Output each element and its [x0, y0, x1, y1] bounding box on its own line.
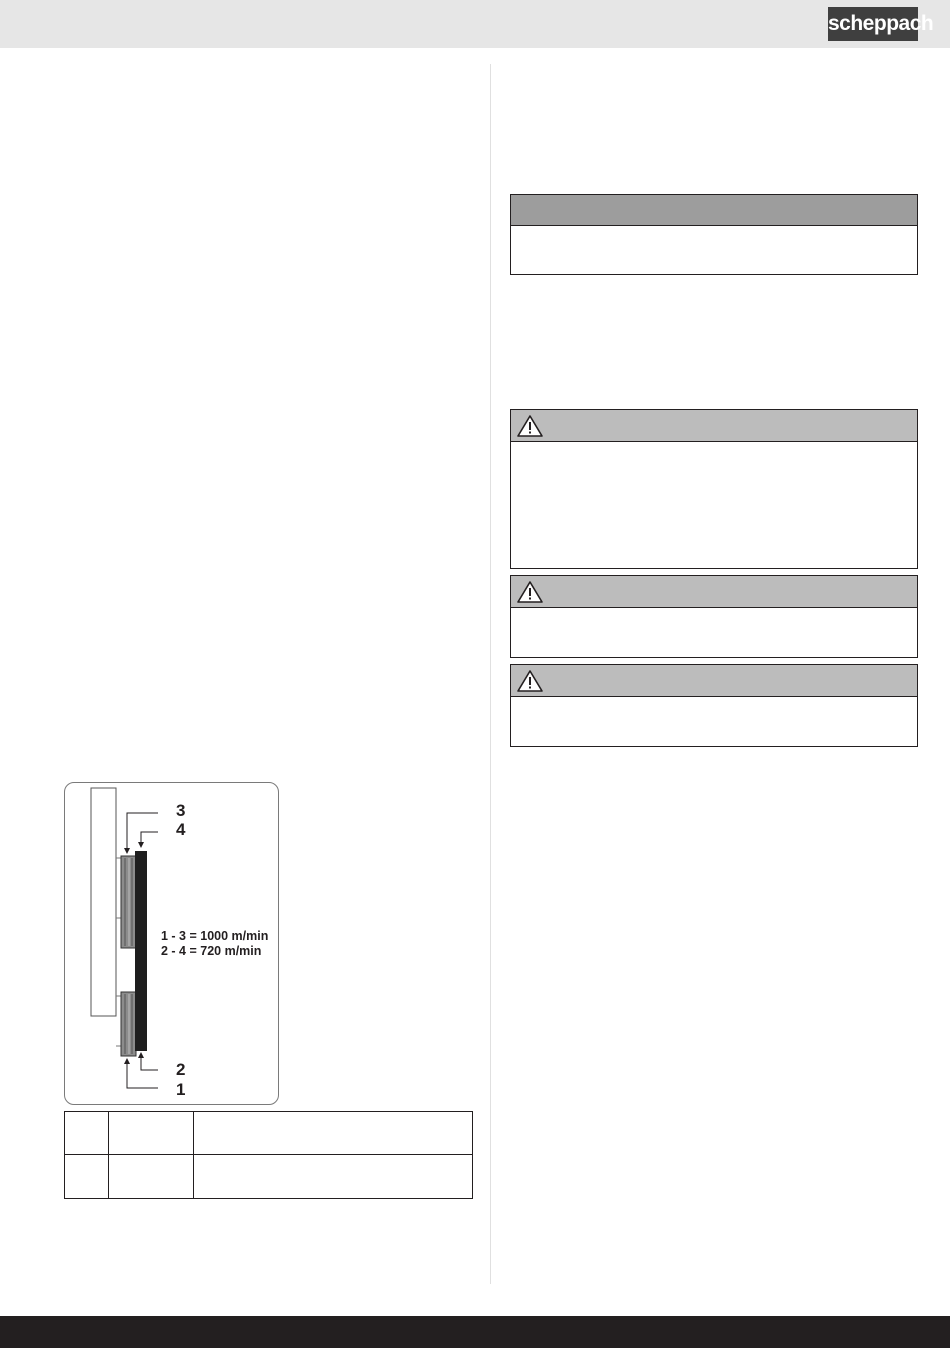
warning-triangle-icon [516, 580, 544, 604]
callout-3: 3 [176, 801, 186, 820]
warning-triangle-icon [516, 414, 544, 438]
warning-box [510, 575, 918, 658]
warning-box-header [511, 665, 917, 697]
speed-table [64, 1111, 473, 1199]
table-row [65, 1155, 473, 1199]
callout-4: 4 [176, 820, 186, 839]
table-row [65, 1112, 473, 1155]
table-cell [109, 1155, 194, 1199]
callout-2: 2 [176, 1060, 186, 1079]
warning-box [510, 664, 918, 747]
table-cell [109, 1112, 194, 1155]
warning-box-header [511, 410, 917, 442]
table-cell [194, 1112, 473, 1155]
table-cell [194, 1155, 473, 1199]
speed-label-1-3: 1 - 3 = 1000 m/min [161, 929, 269, 943]
note-box [510, 194, 918, 275]
warning-box [510, 409, 918, 569]
column-divider [490, 64, 491, 1284]
callout-1: 1 [176, 1080, 186, 1099]
table-cell [65, 1155, 109, 1199]
brand-logo: scheppach [828, 7, 918, 41]
warning-box-header [511, 576, 917, 608]
note-box-header [511, 195, 917, 226]
speed-label-2-4: 2 - 4 = 720 m/min [161, 944, 262, 958]
warning-triangle-icon [516, 669, 544, 693]
page-header [0, 0, 950, 48]
table-cell [65, 1112, 109, 1155]
page-footer [0, 1316, 950, 1348]
